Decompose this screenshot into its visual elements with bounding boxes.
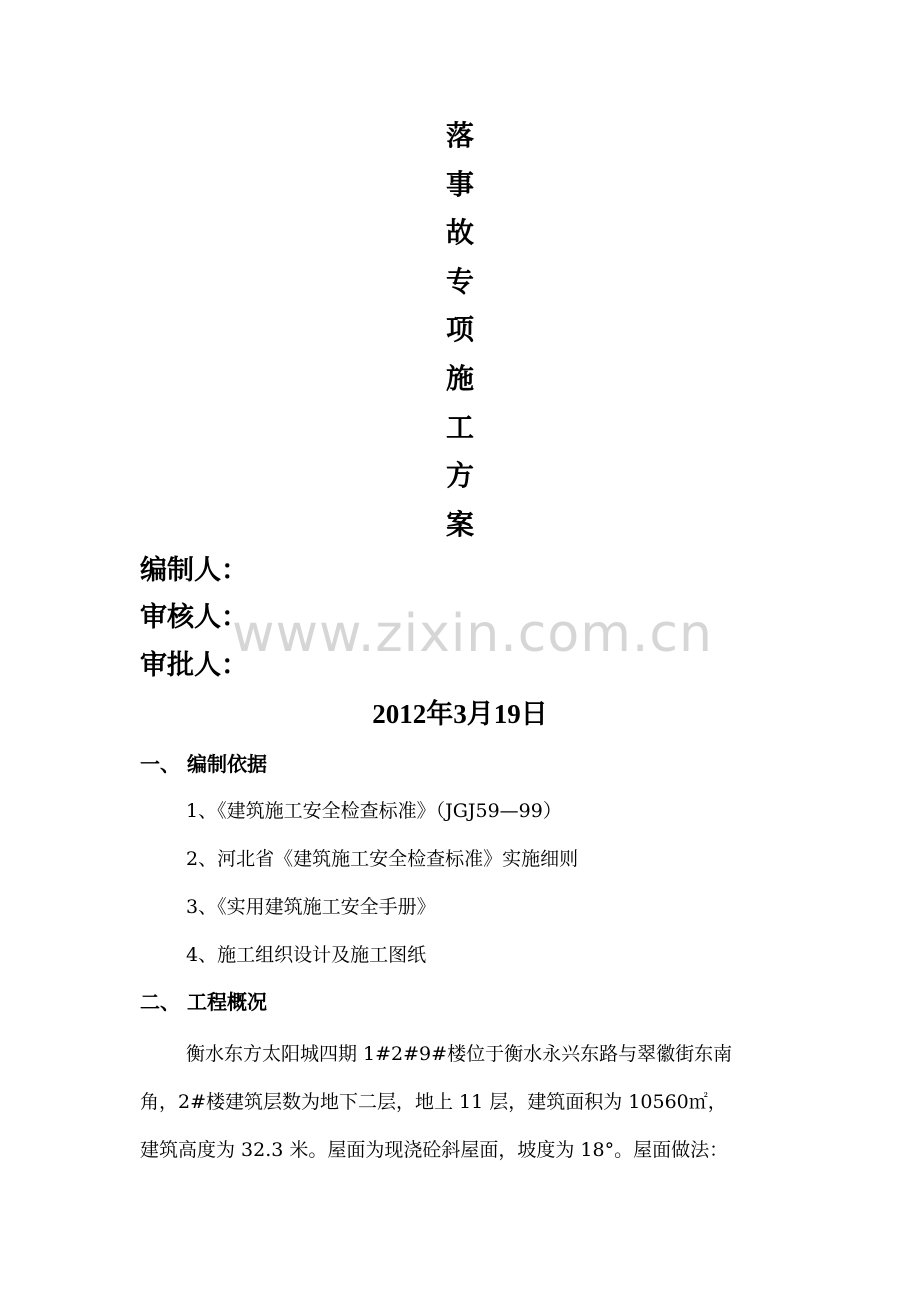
- reviewer-label: 审核人：: [140, 602, 248, 633]
- reference-item: 2、河北省《建筑施工安全检查标准》实施细则: [186, 848, 579, 870]
- vertical-title: [440, 112, 480, 549]
- paragraph-line: 衡水东方太阳城四期 1#2#9#楼位于衡水永兴东路与翠徽街东南: [186, 1043, 733, 1065]
- section-heading-overview: 二、 工程概况: [140, 990, 267, 1014]
- title-char: 项: [445, 313, 474, 347]
- approver-label: 审批人：: [140, 650, 248, 681]
- document-date: 2012年3月19日: [372, 699, 548, 729]
- reference-item: 4、施工组织设计及施工图纸: [186, 944, 427, 966]
- title-char: 案: [445, 507, 474, 541]
- title-char: 方: [445, 459, 474, 493]
- reference-item: 3、《实用建筑施工安全手册》: [186, 896, 436, 918]
- title-char: 故: [445, 216, 474, 250]
- title-char: 事: [445, 167, 474, 201]
- title-char: 施: [445, 361, 474, 395]
- title-char: 专: [445, 264, 474, 298]
- section-heading-basis: 一、 编制依据: [140, 752, 267, 776]
- watermark: www.zixin.com.cn: [232, 604, 713, 664]
- compiler-label: 编制人：: [140, 555, 248, 586]
- paragraph-line: 建筑高度为 32.3 米。屋面为现浇砼斜屋面，坡度为 18°。屋面做法：: [140, 1139, 729, 1161]
- title-char: 工: [445, 410, 474, 444]
- title-char: 落: [445, 119, 474, 152]
- reference-item: 1、《建筑施工安全检查标准》（JGJ59—99）: [186, 800, 562, 822]
- paragraph-line: 角，2#楼建筑层数为地下二层，地上 11 层，建筑面积为 10560㎡，: [140, 1091, 727, 1113]
